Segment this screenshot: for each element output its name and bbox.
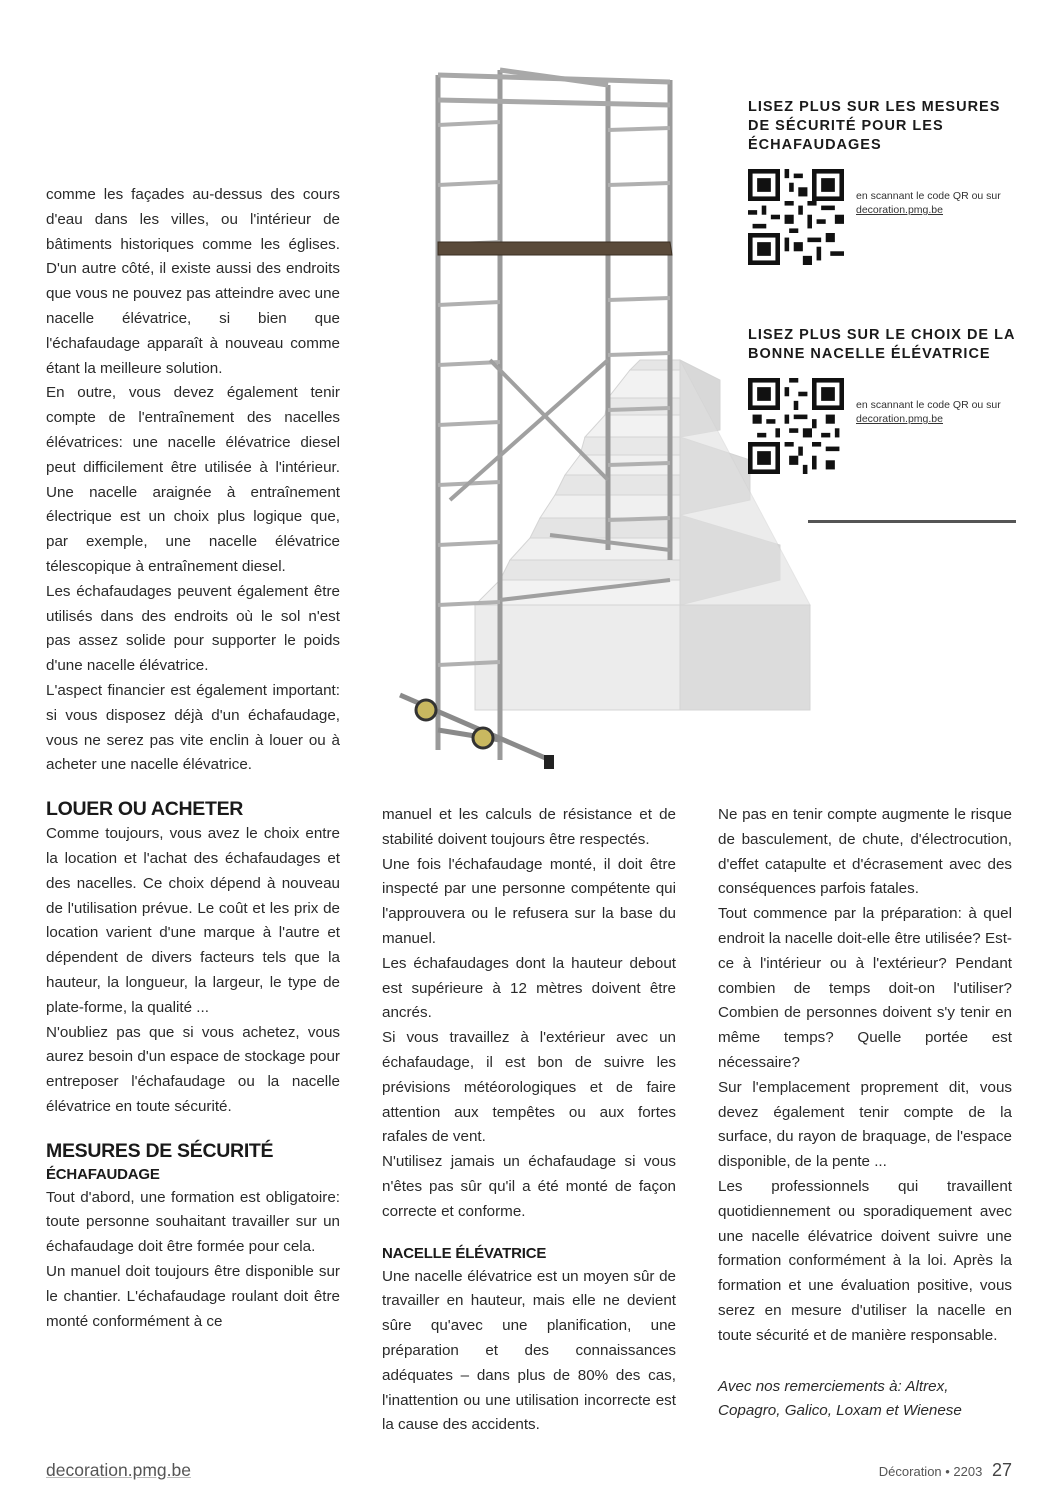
wheel-icon	[473, 728, 493, 748]
sidebar-title: LISEZ PLUS SUR LE CHOIX DE LA BONNE NACELLE ÉLÉVATRICE	[748, 327, 1015, 362]
sidebar-link[interactable]: decoration.pmg.be	[856, 204, 943, 216]
body-paragraph: Comme toujours, vous avez le choix entre la location et l'achat des échafaudages et des nacelles. Ce choix dépend à nouveau de l'utilisation prévue. Le coût et les prix de location varient d'une marque à l'autre et dépendent de divers facteurs tels que la hauteur, la longueur, la largeur, le type de plate-forme, la qualité ...	[46, 825, 340, 1016]
body-paragraph: Une fois l'échafaudage monté, il doit être inspecté par une personne compétente qui l'approuvera ou le refusera sur la base du manuel.	[382, 855, 676, 947]
body-paragraph: manuel et les calculs de résistance et de stabilité doivent toujours être respectés.	[382, 806, 676, 848]
sidebar-box-securite	[748, 98, 1018, 265]
scaffold-platform	[438, 242, 672, 255]
qr-code-icon[interactable]	[748, 378, 844, 474]
qr-note: en scannant le code QR ou sur	[856, 399, 1001, 411]
body-paragraph: Sur l'emplacement proprement dit, vous devez également tenir compte de la surface, du rayon de braquage, de l'espace disponible, de la pente ...	[718, 1078, 1012, 1171]
section-heading-securite: MESURES DE SÉCURITÉ	[46, 1139, 274, 1162]
body-paragraph: Tout d'abord, une formation est obligatoire: toute personne souhaitant travailler sur un échafaudage doit être formée pour cela.	[46, 1188, 340, 1256]
qr-note: en scannant le code QR ou sur	[856, 190, 1001, 202]
body-paragraph: Si vous travaillez à l'extérieur avec un échafaudage, il est bon de suivre les prévisions météorologiques et de faire attention aux tempêtes ou aux fortes rafales de vent.	[382, 1029, 676, 1146]
sidebar-link[interactable]: decoration.pmg.be	[856, 413, 943, 425]
footer-issue: Décoration • 2203	[878, 1464, 983, 1479]
qr-code-icon[interactable]	[748, 169, 844, 265]
body-paragraph: Les échafaudages dont la hauteur debout est supérieure à 12 mètres doivent être ancrés.	[382, 954, 676, 1022]
footer-site-link[interactable]: decoration.pmg.be	[46, 1460, 191, 1480]
body-paragraph: Les professionnels qui travaillent quotidiennement ou sporadiquement avec une nacelle élévatrice doivent suivre une formation conformément à la loi. Après la formation et une évaluation positive, vous serez en mesure d'utiliser la nacelle en toute sécurité et de manière responsable.	[718, 1177, 1012, 1344]
body-paragraph: Une nacelle élévatrice est un moyen sûr de travailler en hauteur, mais elle ne devient sûre qu'avec une planification, une préparation et des connaissances adéquates – dans plus de 80% des cas, l'inattention ou une utilisation incorrecte est la cause des accidents.	[382, 1267, 676, 1434]
footer-page-info	[879, 1460, 1012, 1481]
column-2	[382, 803, 676, 1438]
sidebar-box-nacelle	[748, 326, 1018, 474]
section-heading-louer: LOUER OU ACHETER	[46, 798, 244, 821]
body-paragraph: N'oubliez pas que si vous achetez, vous aurez besoin d'un espace de stockage pour entreposer l'échafaudage ou la nacelle élévatrice en toute sécurité.	[46, 1023, 340, 1115]
wheel-icon	[416, 700, 436, 720]
body-paragraph: Ne pas en tenir compte augmente le risque de basculement, de chute, d'électrocution, d'effet catapulte et d'écrasement avec des conséquences parfois fatales.	[718, 806, 1012, 898]
body-paragraph: comme les façades au-dessus des cours d'eau dans les villes, ou l'intérieur de bâtiments historiques comme les églises. D'un autre côté, il existe aussi des endroits que vous ne pouvez pas atteindre avec une nacelle élévatrice, si bien que l'échafaudage apparaît à nouveau comme étant la meilleure solution.	[46, 186, 340, 377]
body-paragraph: Tout commence par la préparation: à quel endroit la nacelle doit-elle être utilisée? Est-ce à l'intérieur ou à l'extérieur? Pendant combien de temps doit-on l'utiliser? Combien de personnes doivent s'y tenir en même temps? Quelle portée est nécessaire?	[718, 905, 1012, 1071]
sidebar-title: LISEZ PLUS SUR LES MESURES DE SÉCURITÉ POUR LES ÉCHAFAUDAGES	[748, 99, 1001, 153]
body-paragraph: Un manuel doit toujours être disponible sur le chantier. L'échafaudage roulant doit être monté conformément à ce	[46, 1263, 340, 1330]
credits: Avec nos remerciements à: Altrex, Copagro, Galico, Loxam et Wienese	[718, 1377, 962, 1420]
body-paragraph: N'utilisez jamais un échafaudage si vous n'êtes pas sûr qu'il a été monté de façon correcte et conforme.	[382, 1153, 676, 1220]
column-3	[718, 803, 1012, 1424]
body-paragraph: En outre, vous devez également tenir compte de l'entraînement des nacelles élévatrices: une nacelle élévatrice diesel peut difficilement être utilisée à l'intérieur. Une nacelle araignée à entraînement électrique est un choix plus logique que, par exemple, une nacelle élévatrice télescopique à entraînement diesel.	[46, 384, 340, 575]
body-paragraph: L'aspect financier est également important: si vous disposez déjà d'un échafaudage, vous ne serez pas vite enclin à louer ou à acheter une nacelle élévatrice.	[46, 681, 340, 774]
subheading-echafaudage: ÉCHAFAUDAGE	[46, 1165, 160, 1183]
scaffold-rungs-left	[438, 122, 500, 665]
divider	[808, 520, 1016, 523]
subheading-nacelle: NACELLE ÉLÉVATRICE	[382, 1244, 547, 1262]
column-1	[46, 183, 340, 1334]
page-number: 27	[991, 1460, 1012, 1480]
body-paragraph: Les échafaudages peuvent également être utilisés dans des endroits où le sol n'est pas assez solide pour supporter le poids d'une nacelle élévatrice.	[46, 582, 340, 675]
